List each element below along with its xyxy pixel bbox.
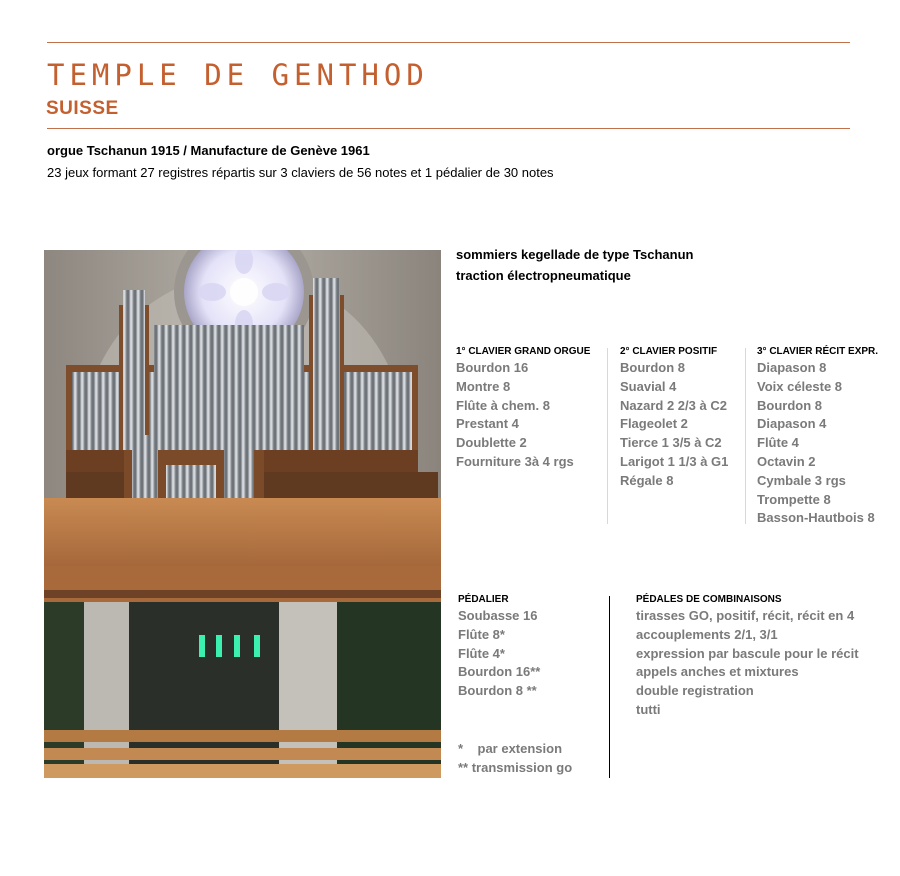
- stop-item: Octavin 2: [757, 453, 816, 469]
- column-divider: [745, 348, 746, 524]
- stop-item: Basson-Hautbois 8: [757, 510, 875, 526]
- stop-item: Tierce 1 3/5 à C2: [620, 435, 722, 451]
- combination-item: tirasses GO, positif, récit, récit en 4: [636, 608, 855, 623]
- stop-item: Larigot 1 1/3 à G1: [620, 453, 729, 469]
- column-divider: [609, 596, 610, 778]
- stop-item: Diapason 8: [757, 360, 827, 375]
- stop-item: Cymbale 3 rgs: [757, 472, 846, 488]
- organ-builder-line: orgue Tschanun 1915 / Manufacture de Genève 1961: [47, 143, 370, 158]
- footnote: ** transmission go: [458, 759, 573, 775]
- stop-item: Nazard 2 2/3 à C2: [620, 397, 727, 413]
- pedal-column: [458, 593, 540, 701]
- combination-item: appels anches et mixtures: [636, 664, 799, 680]
- stop-item: Flûte 4*: [458, 645, 505, 661]
- stop-item: Voix céleste 8: [757, 378, 843, 394]
- stop-item: Prestant 4: [456, 416, 519, 432]
- stop-item: Trompette 8: [757, 491, 831, 507]
- stop-item: Bourdon 8: [757, 397, 822, 413]
- combinations-heading: PÉDALES DE COMBINAISONS: [636, 594, 782, 605]
- page-title: TEMPLE DE GENTHOD: [47, 58, 429, 92]
- stop-item: Flûte à chem. 8: [456, 397, 550, 413]
- stop-item: Fourniture 3à 4 rgs: [456, 453, 574, 469]
- stop-item: Doublette 2: [456, 435, 527, 451]
- windchests-info: sommiers kegellade de type Tschanun: [456, 247, 694, 262]
- stop-item: Bourdon 8 **: [458, 683, 537, 699]
- top-rule: [47, 42, 850, 43]
- combination-item: expression par bascule pour le récit: [636, 645, 859, 661]
- footnote: * par extension: [458, 741, 563, 756]
- manual-3-column: [757, 345, 878, 528]
- combinations-column: [636, 593, 859, 720]
- stop-item: Suavial 4: [620, 378, 677, 394]
- manual-3-heading: 3° CLAVIER RÉCIT EXPR.: [757, 346, 879, 357]
- manual-2-column: [620, 345, 728, 491]
- stop-item: Flûte 8*: [458, 626, 505, 642]
- manual-2-heading: 2° CLAVIER POSITIF: [620, 346, 718, 357]
- stop-item: Bourdon 16: [456, 360, 529, 375]
- stop-item: Flageolet 2: [620, 416, 688, 432]
- header-rule: [47, 128, 850, 129]
- stop-item: Montre 8: [456, 378, 511, 394]
- combination-item: tutti: [636, 701, 661, 717]
- stop-item: Bourdon 16**: [458, 664, 541, 680]
- combination-item: accouplements 2/1, 3/1: [636, 626, 778, 642]
- column-divider: [607, 348, 608, 524]
- manual-1-column: [456, 345, 590, 472]
- page-subtitle: SUISSE: [46, 98, 119, 119]
- manual-1-heading: 1° CLAVIER GRAND ORGUE: [456, 346, 591, 357]
- organ-description: 23 jeux formant 27 registres répartis sur 3 claviers de 56 notes et 1 pédalier de 30 notes: [47, 165, 554, 180]
- stop-item: Soubasse 16: [458, 608, 538, 623]
- organ-photo: [44, 250, 441, 778]
- combination-item: double registration: [636, 683, 754, 699]
- stop-item: Bourdon 8: [620, 360, 685, 375]
- action-info: traction électropneumatique: [456, 268, 631, 283]
- stop-item: Diapason 4: [757, 416, 827, 432]
- pedal-notes: [458, 740, 572, 778]
- pedal-heading: PÉDALIER: [458, 594, 509, 605]
- stop-item: Flûte 4: [757, 435, 799, 451]
- stop-item: Régale 8: [620, 472, 674, 488]
